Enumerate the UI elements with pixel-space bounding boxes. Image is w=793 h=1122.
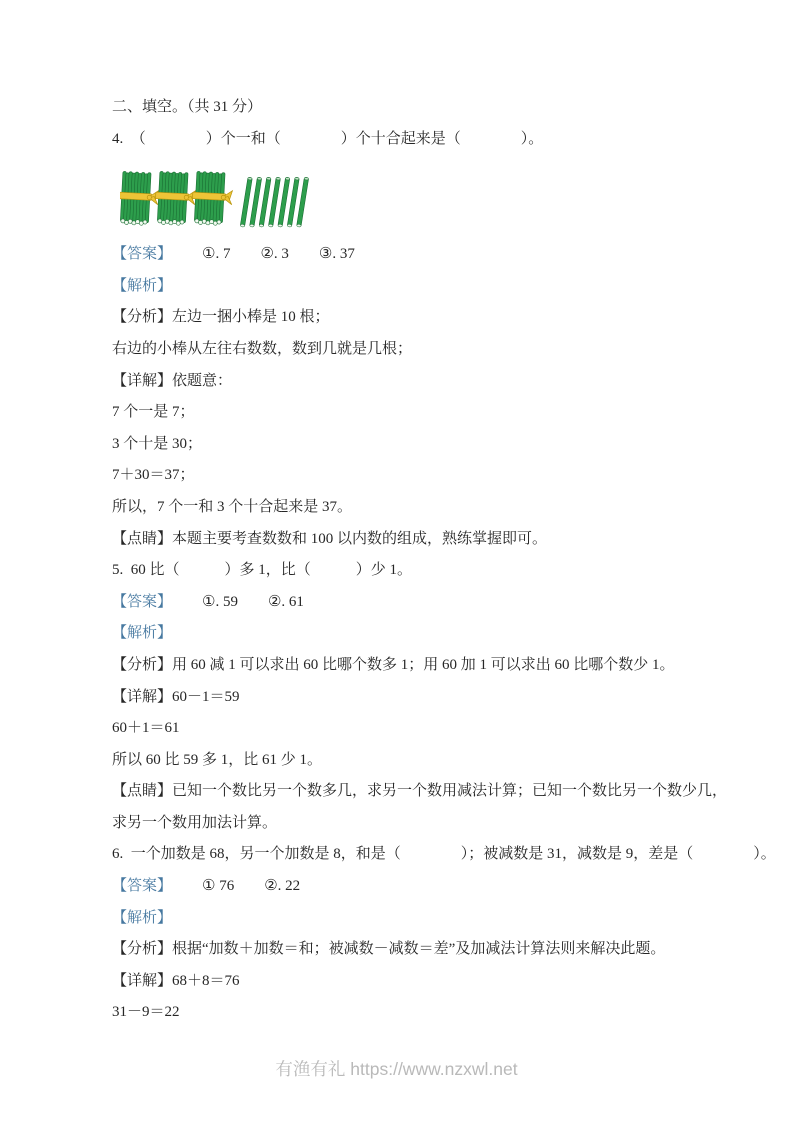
solution-line: 31－9＝22 <box>112 1004 180 1021</box>
solution-line: 60＋1＝61 <box>112 720 180 737</box>
solution-line: 【点睛】已知一个数比另一个数多几，求另一个数用减法计算；已知一个数比另一个数少几， <box>112 783 728 800</box>
answer-line-q6 <box>112 871 784 903</box>
solution-line: 7＋30＝37； <box>112 467 195 484</box>
answer-item-2: ②. 22 <box>264 878 301 895</box>
solution-line: 【详解】68＋8＝76 <box>112 972 240 989</box>
solution-line: 【详解】60－1＝59 <box>112 688 240 705</box>
solution-line: 7 个一是 7； <box>112 404 195 421</box>
question-6-text: 6. 一个加数是 68，另一个加数是 8，和是（ ）；被减数是 31，减数是 9，差是（ ）。 <box>112 846 776 863</box>
answer-items <box>202 878 330 894</box>
answer-items <box>202 246 385 262</box>
answer-item-1: ①. 7 <box>202 246 231 263</box>
solution-line: 所以，7 个一和 3 个十合起来是 37。 <box>112 498 353 515</box>
answer-label: 【答案】 <box>112 593 173 610</box>
solution-line: 所以 60 比 59 多 1，比 61 少 1。 <box>112 751 323 768</box>
footer-watermark <box>0 1056 793 1081</box>
answer-line-q4 <box>112 239 784 271</box>
answer-item-1: ①. 59 <box>202 593 238 610</box>
question-4-text: 4. （ ）个一和（ ）个十合起来是（ ）。 <box>112 130 544 147</box>
answer-item-1: ① 76 <box>202 878 235 895</box>
solution-line: 右边的小棒从左往右数数，数到几就是几根； <box>112 340 413 357</box>
answer-line-q5 <box>112 587 784 619</box>
section-heading: 二、填空。（共 31 分） <box>112 99 263 115</box>
jiexi-label-q6: 【解析】 <box>112 909 173 926</box>
jiexi-label-q4: 【解析】 <box>112 277 173 294</box>
jiexi-label-q5: 【解析】 <box>112 625 173 642</box>
answer-item-2: ②. 61 <box>267 593 304 610</box>
answer-label: 【答案】 <box>112 246 173 263</box>
answer-label: 【答案】 <box>112 878 173 895</box>
solution-line: 【分析】根据“加数＋加数＝和；被减数－减数＝差”及加减法计算法则来解决此题。 <box>112 941 666 958</box>
solution-line: 【分析】左边一捆小棒是 10 根； <box>112 309 330 326</box>
answer-item-2: ②. 3 <box>260 246 289 263</box>
solution-line: 【详解】依题意： <box>112 372 233 389</box>
solution-line: 【点睛】本题主要考查数数和 100 以内数的组成，熟练掌握即可。 <box>112 530 548 547</box>
solution-line: 【分析】用 60 减 1 可以求出 60 比哪个数多 1；用 60 加 1 可以求出 60 比哪个数少 1。 <box>112 656 675 673</box>
solution-line: 3 个十是 30； <box>112 435 203 452</box>
site-link: 有渔有礼 https://www.nzxwl.net <box>275 1059 518 1079</box>
solution-line: 求另一个数用加法计算。 <box>112 814 278 831</box>
answer-item-3: ③. 37 <box>318 246 355 263</box>
answer-items <box>202 594 334 610</box>
worksheet-content <box>112 92 784 1029</box>
sticks-image <box>120 169 784 233</box>
question-5-text: 5. 60 比（ ）多 1，比（ ）少 1。 <box>112 562 413 579</box>
